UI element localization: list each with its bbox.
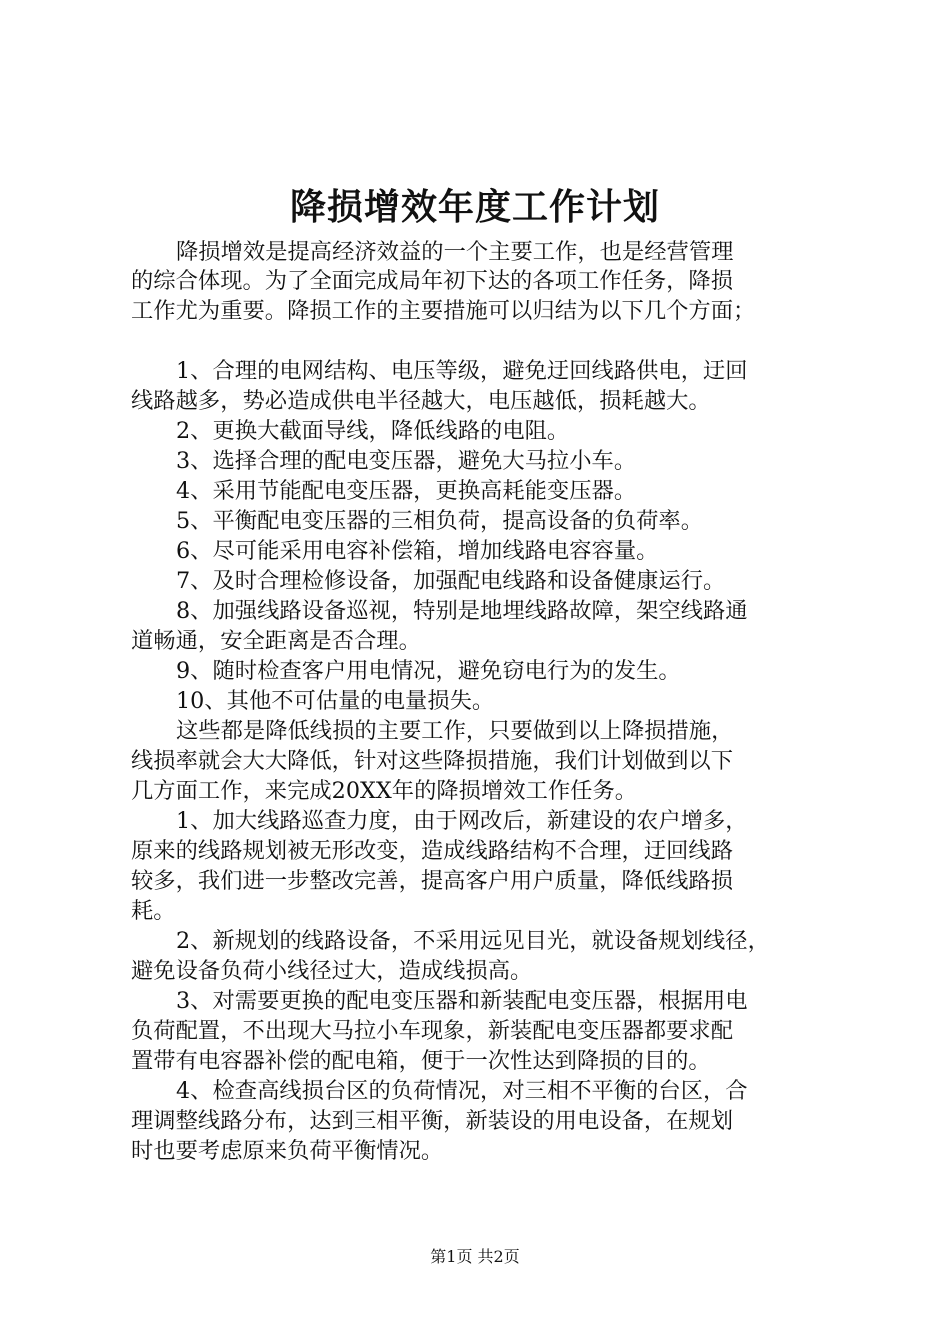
paragraph-line: 耗。 [131,898,176,924]
paragraph-first-line: 2、更换大截面导线，降低线路的电阻。 [176,418,570,444]
paragraph-line: 置带有电容器补偿的配电箱，便于一次性达到降损的目的。 [131,1048,711,1074]
document-title: 降损增效年度工作计划 [289,186,660,228]
paragraph-first-line: 4、检查高线损台区的负荷情况，对三相不平衡的台区，合 [176,1078,748,1104]
paragraph-first-line: 3、对需要更换的配电变压器和新装配电变压器，根据用电 [176,988,748,1014]
paragraph-first-line: 1、加大线路巡查力度，由于网改后，新建设的农户增多， [176,808,748,834]
paragraph-line: 线损率就会大大降低，针对这些降损措施，我们计划做到以下 [131,748,734,774]
paragraph-line: 工作尤为重要。降损工作的主要措施可以归结为以下几个方面； [131,298,756,324]
paragraph-line: 理调整线路分布，达到三相平衡，新装设的用电设备，在规划 [131,1108,734,1134]
paragraph-first-line: 8、加强线路设备巡视，特别是地埋线路故障，架空线路通 [176,598,748,624]
paragraph-first-line: 4、采用节能配电变压器，更换高耗能变压器。 [176,478,637,504]
page-number-footer: 第1页 共2页 [430,1247,520,1266]
paragraph-line: 几方面工作，来完成20XX年的降损增效工作任务。 [131,778,638,804]
paragraph-first-line: 1、合理的电网结构、电压等级，避免迂回线路供电，迂回 [176,358,748,384]
paragraph-first-line: 5、平衡配电变压器的三相负荷，提高设备的负荷率。 [176,508,704,534]
paragraph-first-line: 3、选择合理的配电变压器，避免大马拉小车。 [176,448,637,474]
paragraph-first-line: 7、及时合理检修设备，加强配电线路和设备健康运行。 [176,568,726,594]
paragraph-first-line: 2、新规划的线路设备，不采用远见目光，就设备规划线径， [176,928,770,954]
paragraph-first-line: 降损增效是提高经济效益的一个主要工作，也是经营管理 [176,239,734,265]
paragraph-first-line: 6、尽可能采用电容补偿箱，增加线路电容容量。 [176,538,659,564]
paragraph-line: 负荷配置，不出现大马拉小车现象，新装配电变压器都要求配 [131,1018,734,1044]
paragraph-line: 时也要考虑原来负荷平衡情况。 [131,1138,444,1164]
paragraph-line: 原来的线路规划被无形改变，造成线路结构不合理，迂回线路 [131,838,734,864]
paragraph-line: 线路越多，势必造成供电半径越大，电压越低，损耗越大。 [131,388,711,414]
paragraph-line: 的综合体现。为了全面完成局年初下达的各项工作任务，降损 [131,268,734,294]
paragraph-first-line: 10、其他不可估量的电量损失。 [176,688,495,714]
paragraph-first-line: 这些都是降低线损的主要工作，只要做到以上降损措施， [176,718,734,744]
paragraph-first-line: 9、随时检查客户用电情况，避免窃电行为的发生。 [176,658,681,684]
paragraph-line: 避免设备负荷小线径过大，造成线损高。 [131,958,533,984]
paragraph-line: 较多，我们进一步整改完善，提高客户用户质量，降低线路损 [131,868,734,894]
paragraph-line: 道畅通，安全距离是否合理。 [131,628,421,654]
